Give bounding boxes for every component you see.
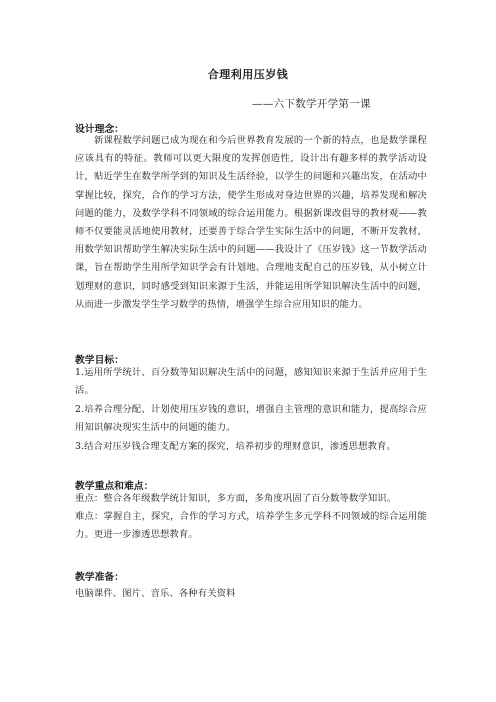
key-point-difficulty: 难点：掌握自主，探究，合作的学习方式，培养学生多元学科不同领域的综合运用能力。更进一步渗透思想教育。 — [75, 511, 427, 541]
section-heading-prep: 教学准备： — [75, 572, 124, 583]
document-subtitle: ——六下数学开学第一课 — [252, 98, 371, 110]
goal-item-2: 2.培养合理分配、计划使用压岁钱的意识，增强自主管理的意识和能力，提高综合应用知识解决现实生活中的问题的能力。 — [75, 404, 427, 434]
prep-materials: 电脑课件、图片、音乐、各种有关资料 — [75, 588, 236, 599]
goal-item-3: 3.结合对压岁钱合理支配方案的探究，培养初步的理财意识，渗透思想教育。 — [75, 441, 396, 452]
section-heading-key-points: 教学重点和难点： — [75, 481, 154, 492]
concept-paragraph: 新课程数学问题已成为现在和今后世界教育发展的一个新的特点，也是数学课程应该具有的特征。教师可以更大限度的发挥创造性，设计出有趣多样的教学活动设计，贴近学生在数学所学到的知识及生活经验，以学生的问题和兴趣出发，在活动中掌握比较，探究，合作的学习方法，使学生形成对身边世界的兴趣，培养发现和解决问题的能力，及数学学科不同领域的综合运用能力。根据新课改倡导的教材观——教师不仅要能灵活地使用教材，还要善于综合学生实际生活中的问题，不断开发教材，用数学知识帮助学生解决实际生活中的问题——我设计了《压岁钱》这一节数学活动课，旨在帮助学生用所学知识学会有计划地、合理地支配自己的压岁钱，从小树立计划理财的意识，同时感受到知识来源于生活，并能运用所学知识解决生活中的问题，从而进一步激发学生学习数学的热情，增强学生综合应用知识的能力。 — [75, 135, 427, 310]
key-point-focus: 重点：整合各年级数学统计知识，多方面，多角度巩固了百分数等数学知识。 — [75, 493, 397, 504]
goal-item-1: 1.运用所学统计、百分数等知识解决生活中的问题，感知知识来源于生活并应用于生活。 — [75, 367, 427, 397]
section-heading-goals: 教学目标： — [75, 355, 124, 366]
document-title: 合理利用压岁钱 — [207, 68, 289, 81]
section-heading-concept: 设计理念： — [75, 124, 124, 135]
